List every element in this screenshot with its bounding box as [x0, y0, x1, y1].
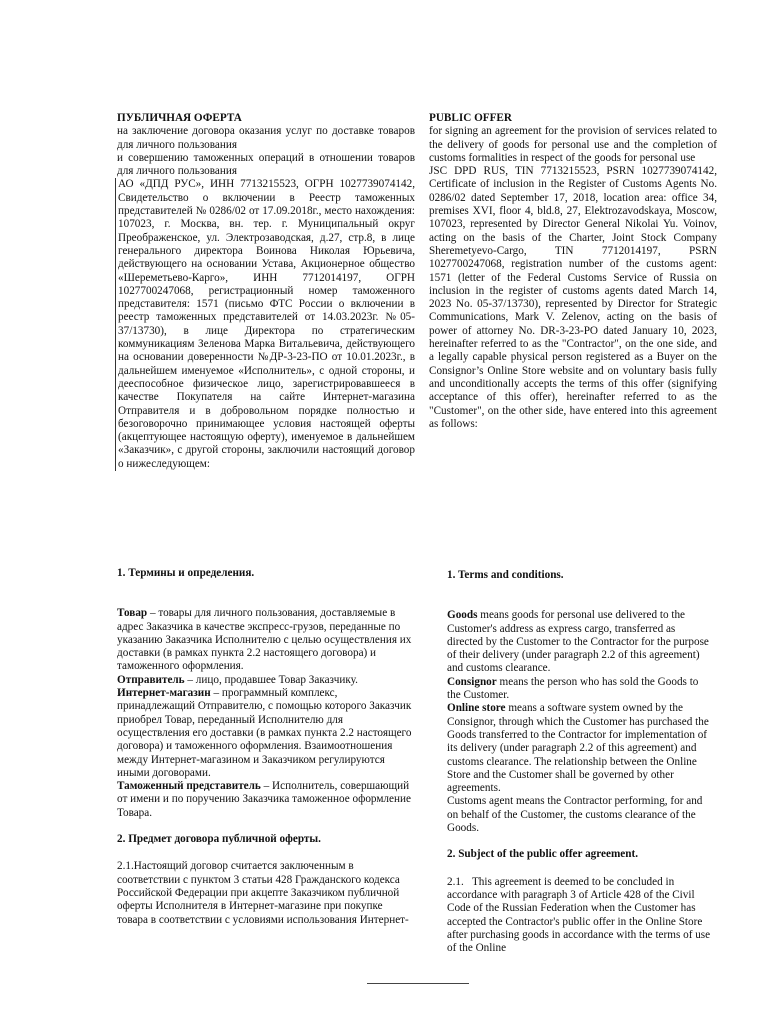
ru-section-2-heading: 2. Предмет договора публичной оферты.: [117, 833, 321, 846]
ru-section-1-heading: 1. Термины и определения.: [117, 567, 255, 579]
en-term-online-store-text: means a software system owned by the Consignor, through which the Customer has purchased the Goods transferred to the Contractor for implementation of its delivery (under paragraph 2.2 of this agreement) and customs clearance. The relationship between the Online Store and the Customer shall be governed by other agreements.: [447, 702, 709, 795]
en-term-goods-name: Goods: [447, 609, 478, 622]
ru-term-goods: [117, 607, 415, 673]
ru-term-online-store-name: Интернет-магазин: [117, 687, 211, 700]
ru-clause-2-1: 2.1.Настоящий договор считается заключенным в соответствии с пунктом 3 статьи 428 Гражданского кодекса Российской Федерации при акцепте Заказчиком публичной оферты Исполнителя в Интернет-магазине при покупке товара в соответствии с условиями использования Интернет-: [117, 860, 409, 926]
ru-term-customs-agent: [117, 780, 415, 820]
en-term-consignor-name: Consignor: [447, 675, 497, 688]
ru-term-online-store: [117, 687, 415, 780]
ru-title: ПУБЛИЧНАЯ ОФЕРТА: [117, 112, 242, 124]
en-sections-column: [447, 569, 713, 955]
ru-term-customs-agent-text: – Исполнитель, совершающий от имени и по поручению Заказчика таможенное оформление Товара.: [117, 780, 411, 819]
en-subtitle: for signing an agreement for the provision of services related to the delivery of goods for personal use and the completion of customs formalities in respect of the goods for personal use: [429, 125, 717, 164]
en-customs-agent: Customs agent means the Contractor performing, for and on behalf of the Customer, the customs clearance of the Goods.: [447, 795, 703, 835]
ru-subtitle-1: на заключение договора оказания услуг по доставке товаров для личного пользования: [117, 125, 415, 151]
ru-term-consignor-name: Отправитель: [117, 673, 185, 686]
en-term-online-store: [447, 702, 713, 795]
en-section-2-heading: 2. Subject of the public offer agreement.: [447, 848, 638, 861]
ru-term-consignor-text: – лицо, продавшее Товар Заказчику.: [184, 673, 358, 686]
ru-intro-text: АО «ДПД РУС», ИНН 7713215523, ОГРН 1027739074142, Свидетельство о включении в Реестр таможенных представителей № 0286/02 от 17.09.2018г., место нахождения: 107023, г. Москва, вн. тер. г. Муниципальный округ Преображенское, ул. Электрозаводская, д.27, стр.8, в лице генерального директора Воинова Николая Юрьевича, действующего на основании Устава, Акционерное общество «Шереметьево-Карго», ИНН 7712014197, ОГРН 1027700247068, регистрационный номер таможенного представителя: 1571 (письмо ФТС России о включении в реестр таможенных представителей от 14.03.2023г. №05-37/13730), в лице Директора по стратегическим коммуникациям Зеленова Марка Витальевича, действующего на основании доверенности №ДР-3-23-ПО от 10.01.2023г., в дальнейшем именуемое «Исполнитель», с одной стороны, и дееспособное физическое лицо, зарегистрировавшееся в качестве Покупателя на сайте Интернет-магазина Отправителя и в добровольном порядке полностью и безоговорочно принимающее условия настоящей оферты (акцептующее настоящую оферту), именуемое в дальнейшем «Заказчик», с другой стороны, заключили настоящий договор о нижеследующем:: [115, 178, 415, 471]
en-term-goods-text: means goods for personal use delivered to the Customer's address as express cargo, transferred as directed by the Customer to the Contractor for the purpose of their delivery (under paragraph 2.2 of this agreement) and customs clearance.: [447, 609, 709, 675]
en-intro-text: JSC DPD RUS, TIN 7713215523, PSRN 1027739074142, Certificate of inclusion in the Register of Customs Agents No. 0286/02 dated September 17, 2018, location area: office 34, premises XVI, floor 4, bld.8, 27, Elektrozavodskaya, Moscow, 107023, represented by Director General Nikolai Yu. Voinov, acting on the basis of the Charter, Joint Stock Company Sheremetyevo-Cargo, TIN 7712014197, PSRN 1027700247068, registration number of the customs agent: 1571 (letter of the Federal Customs Service of Russia on inclusion in the register of customs agents dated March 14, 2023 No. 05-37/13730), represented by Director for Strategic Communications, Mark V. Zelenov, acting on the basis of power of attorney No. DR-3-23-PO dated January 10, 2023, hereinafter referred to as the "Contractor", on the one side, and a legally capable physical person registered as a Buyer on the Consignor’s Online Store website and on voluntary basis fully and unconditionally accepts the terms of this offer (signifying acceptance of this offer), hereinafter referred to as the "Customer", on the other side, have entered into this agreement as follows:: [429, 165, 717, 430]
ru-subtitle-2: и совершению таможенных операций в отношении товаров для личного пользования: [117, 151, 415, 178]
en-term-consignor-text: means the person who has sold the Goods to the Customer.: [447, 675, 699, 702]
footer-divider: [367, 983, 469, 984]
en-term-online-store-name: Online store: [447, 702, 506, 715]
ru-term-goods-name: Товар: [117, 607, 148, 620]
ru-term-consignor: [117, 674, 415, 687]
en-section-1-heading: 1. Terms and conditions.: [447, 569, 564, 581]
en-intro-column: [429, 112, 717, 431]
ru-term-online-store-text: – программный комплекс, принадлежащий Отправителю, с помощью которого Заказчик приобрел Товар, переданный Исполнителю для осуществления его доставки (в рамках пункта 2.2 настоящего договора) и таможенного оформления. Взаимоотношения между Интернет-магазином и Заказчиком регулируются иными договорами.: [117, 687, 412, 779]
ru-term-customs-agent-name: Таможенный представитель: [117, 780, 261, 793]
ru-intro-column: [117, 112, 415, 471]
en-clause-2-1: 2.1. This agreement is deemed to be concluded in accordance with paragraph 3 of Article 428 of the Civil Code of the Russian Federation when the Customer has accepted the Contractor's public offer in the Online Store after purchasing goods in accordance with the terms of use of the Online: [447, 875, 713, 955]
en-term-goods: [447, 609, 713, 675]
en-title: PUBLIC OFFER: [429, 112, 512, 124]
ru-term-goods-text: – товары для личного пользования, доставляемые в адрес Заказчика в качестве экспресс-грузов, переданные по указанию Заказчика Исполнителю с целью осуществления их доставки (в рамках пункта 2.2 настоящего договора) и таможенного оформления.: [117, 607, 412, 673]
en-term-consignor: [447, 676, 713, 703]
ru-sections-column: [117, 567, 415, 927]
